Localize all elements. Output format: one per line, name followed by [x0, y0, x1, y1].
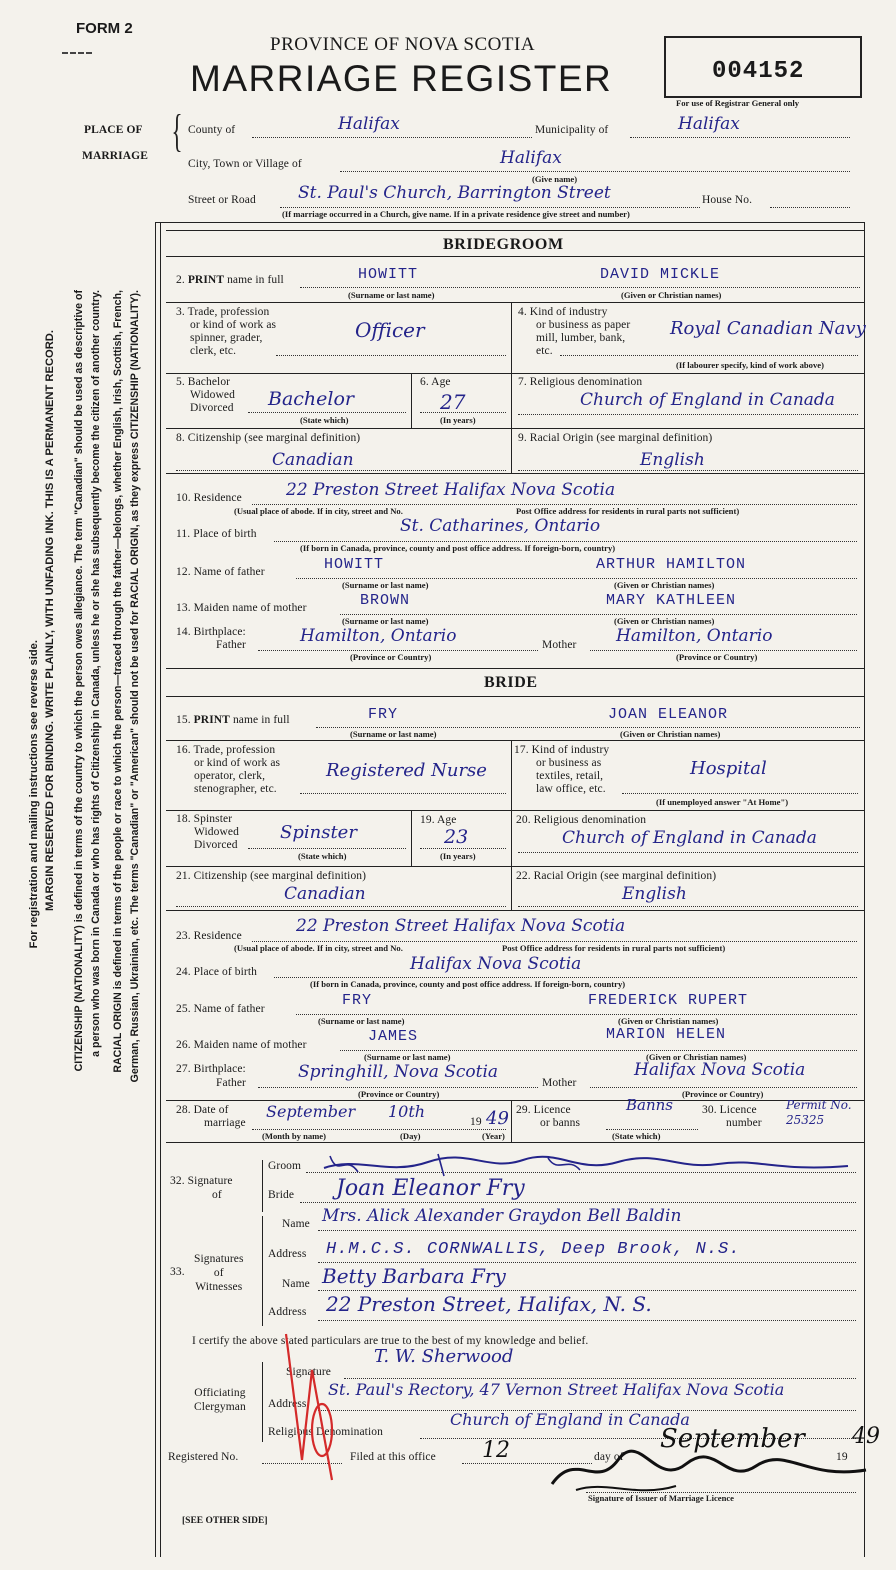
issuer-caption: Signature of Issuer of Marriage Licence: [588, 1493, 734, 1503]
margin-racial-def: RACIAL ORIGIN is defined in terms of the people or race to which the person—traced through the father—belongs, whether English, Irish, Scottish, French,: [112, 290, 124, 1073]
form-number: FORM 2: [76, 20, 133, 37]
place-brace: {: [171, 105, 183, 156]
officiating-label: Officiating Clergyman: [194, 1387, 246, 1413]
groom-birthplace-note: (If born in Canada, province, county and post office address. If foreign-born, country): [300, 543, 616, 553]
licence-value: Banns: [626, 1096, 673, 1114]
bride-industry-label: 17. Kind of industry or business as textiles, retail, law office, etc.: [514, 744, 610, 795]
groom-sig-label: Groom: [268, 1160, 302, 1172]
frame-left: [155, 222, 156, 1557]
groom-birthplace-label: 11. Place of birth: [176, 528, 257, 540]
clergy-address-label: Address: [268, 1398, 307, 1410]
form-title: MARRIAGE REGISTER: [190, 58, 613, 99]
bride-mother-surname: JAMES: [368, 1028, 419, 1045]
bride-industry-note: (If unemployed answer "At Home"): [656, 797, 789, 807]
margin-racial-def-2: German, Russian, Ukrainian, etc. The terms "Canadian" or "American" should not be used for RACIAL ORIGIN, as they express CITIZENSHIP (NATIONALITY).: [129, 290, 141, 1083]
municipality-label: Municipality of: [535, 124, 609, 136]
bride-mother-given-caption: (Given or Christian names): [646, 1052, 747, 1062]
house-label: House No.: [702, 194, 753, 206]
groom-bp-mother-caption: (Province or Country): [676, 652, 758, 662]
bride-bp-label: 27. Birthplace:: [176, 1063, 246, 1075]
bride-trade: Registered Nurse: [326, 760, 487, 781]
groom-birthplace: St. Catharines, Ontario: [400, 516, 601, 536]
groom-status-caption: (State which): [300, 415, 349, 425]
bride-age-label: 19. Age: [420, 814, 457, 826]
bride-bp-father-caption: (Province or Country): [358, 1089, 440, 1099]
bride-mother-label: 26. Maiden name of mother: [176, 1039, 307, 1051]
margin-binding-note: MARGIN RESERVED FOR BINDING. WRITE PLAINLY, WITH UNFADING INK. THIS IS A PERMANENT RECORD.: [44, 330, 56, 911]
marriage-month-caption: (Month by name): [262, 1131, 326, 1141]
groom-bp-label: 14. Birthplace:: [176, 626, 246, 638]
groom-name-label: 2. PRINT name in full: [176, 274, 284, 286]
groom-residence: 22 Preston Street Halifax Nova Scotia: [286, 480, 616, 500]
licence-number-label: 30. Licence number: [702, 1104, 762, 1129]
registrar-note: For use of Registrar General only: [676, 98, 800, 108]
frame-top: [155, 222, 865, 223]
place-label-2: MARRIAGE: [82, 150, 148, 162]
bride-age-caption: (In years): [440, 851, 476, 861]
licence-caption: (State which): [612, 1131, 661, 1141]
header-dash-mark: [62, 52, 92, 54]
witness1-name: Mrs. Alick Alexander Graydon Bell Baldin: [322, 1206, 682, 1226]
bride-citizenship-label: 21. Citizenship (see marginal definition): [176, 870, 367, 882]
filed-month: September: [660, 1424, 805, 1454]
groom-mother-surname-caption: (Surname or last name): [342, 616, 429, 626]
groom-father-surname: HOWITT: [324, 556, 385, 573]
bride-status-caption: (State which): [298, 851, 347, 861]
see-other-side: [SEE OTHER SIDE]: [182, 1516, 268, 1526]
witness2-address: 22 Preston Street, Halifax, N. S.: [326, 1292, 652, 1316]
groom-residence-label: 10. Residence: [176, 492, 242, 504]
marriage-month: September: [266, 1102, 356, 1121]
groom-religion-label: 7. Religious denomination: [518, 376, 643, 388]
city-label: City, Town or Village of: [188, 158, 302, 170]
bride-father-given: FREDERICK RUPERT: [588, 992, 749, 1009]
groom-status-label: 5. Bachelor Widowed Divorced: [176, 376, 235, 414]
bride-residence: 22 Preston Street Halifax Nova Scotia: [296, 916, 626, 936]
groom-citizenship-label: 8. Citizenship (see marginal definition): [176, 432, 361, 444]
county-value: Halifax: [338, 114, 400, 134]
bride-industry: Hospital: [690, 758, 767, 779]
groom-surname: HOWITT: [358, 266, 419, 283]
issuer-signature: [546, 1440, 876, 1500]
groom-father-given-caption: (Given or Christian names): [614, 580, 715, 590]
groom-age-caption: (In years): [440, 415, 476, 425]
groom-mother-given-caption: (Given or Christian names): [614, 616, 715, 626]
street-value: St. Paul's Church, Barrington Street: [298, 183, 611, 203]
witness1-address-label: Address: [268, 1248, 307, 1260]
bride-bp-mother-caption: (Province or Country): [682, 1089, 764, 1099]
bridegroom-heading: BRIDEGROOM: [443, 236, 564, 253]
groom-citizenship: Canadian: [272, 450, 354, 470]
witness2-name-label: Name: [282, 1278, 310, 1290]
groom-residence-note-a: (Usual place of abode. If in city, street and No.: [234, 506, 403, 516]
clergy-signature-label: Signature: [286, 1366, 331, 1378]
register-number: 004152: [712, 58, 805, 85]
bride-mother-given: MARION HELEN: [606, 1026, 727, 1043]
clergy-denomination-label: Religious Denomination: [268, 1426, 383, 1438]
clergy-address: St. Paul's Rectory, 47 Vernon Street Halifax Nova Scotia: [328, 1380, 785, 1399]
bride-father-surname: FRY: [342, 992, 373, 1009]
bride-heading: BRIDE: [484, 674, 538, 691]
bride-status: Spinster: [280, 822, 357, 843]
place-label-1: PLACE OF: [84, 124, 143, 136]
bride-birthplace-label: 24. Place of birth: [176, 966, 258, 978]
bride-trade-label: 16. Trade, profession or kind of work as operator, clerk, stenographer, etc.: [176, 744, 281, 795]
bride-residence-note-a: (Usual place of abode. If in city, street and No.: [234, 943, 403, 953]
filed-day: 12: [482, 1438, 510, 1463]
groom-bp-mother: Hamilton, Ontario: [616, 626, 773, 646]
bride-status-label: 18. Spinster Widowed Divorced: [176, 813, 239, 851]
groom-age-label: 6. Age: [420, 376, 451, 388]
witness2-name: Betty Barbara Fry: [322, 1264, 506, 1288]
bride-birthplace: Halifax Nova Scotia: [410, 954, 582, 974]
bride-father-label: 25. Name of father: [176, 1003, 265, 1015]
bride-mother-surname-caption: (Surname or last name): [364, 1052, 451, 1062]
groom-mother-surname: BROWN: [360, 592, 411, 609]
registered-no-label: Registered No.: [168, 1451, 239, 1463]
witness1-address: H.M.C.S. CORNWALLIS, Deep Brook, N.S.: [326, 1240, 741, 1259]
witness-label: Signatures of Witnesses: [194, 1253, 244, 1293]
groom-age: 27: [440, 390, 466, 414]
marriage-date-label: 28. Date of marriage: [176, 1104, 246, 1129]
groom-bp-father-caption: (Province or Country): [350, 652, 432, 662]
filed-label: Filed at this office: [350, 1451, 436, 1463]
street-label: Street or Road: [188, 194, 256, 206]
margin-instructions: For registration and mailing instructions see reverse side.: [28, 640, 40, 949]
bride-sig-label: Bride: [268, 1189, 295, 1201]
county-label: County of: [188, 124, 236, 136]
groom-religion: Church of England in Canada: [580, 390, 835, 410]
bride-bp-father-label: Father: [216, 1077, 246, 1089]
groom-mother-label: 13. Maiden name of mother: [176, 602, 307, 614]
red-registrar-mark: [272, 1330, 352, 1490]
groom-bp-father-label: Father: [216, 639, 246, 651]
bride-bp-father: Springhill, Nova Scotia: [298, 1062, 499, 1082]
groom-trade-label: 3. Trade, profession or kind of work as spinner, grader, clerk, etc.: [176, 306, 277, 357]
groom-bp-father: Hamilton, Ontario: [300, 626, 457, 646]
groom-residence-note-b: Post Office address for residents in rural parts not sufficient): [516, 506, 740, 516]
certify-statement: I certify the above stated particulars are true to the best of my knowledge and belief.: [192, 1335, 589, 1347]
witness1-name-label: Name: [282, 1218, 310, 1230]
groom-given-caption: (Given or Christian names): [621, 290, 722, 300]
bride-bp-mother: Halifax Nova Scotia: [634, 1060, 806, 1080]
give-name-caption: (Give name): [532, 174, 578, 184]
bride-father-surname-caption: (Surname or last name): [318, 1016, 405, 1026]
filed-day-of-label: day of: [594, 1451, 624, 1463]
marriage-year: 49: [486, 1108, 509, 1129]
licence-number: Permit No. 25325: [786, 1098, 852, 1127]
bride-birthplace-note: (If born in Canada, province, county and post office address. If foreign-born, country): [310, 979, 626, 989]
marriage-year-prefix: 19: [470, 1116, 482, 1128]
groom-father-surname-caption: (Surname or last name): [342, 580, 429, 590]
groom-industry: Royal Canadian Navy: [670, 318, 866, 339]
bride-given: JOAN ELEANOR: [608, 706, 729, 723]
groom-trade: Officer: [355, 318, 425, 342]
marriage-day: 10th: [388, 1102, 426, 1121]
witness-no: 33.: [170, 1266, 185, 1278]
clergy-signature: T. W. Sherwood: [374, 1346, 514, 1367]
licence-label: 29. Licence or banns: [516, 1104, 581, 1129]
margin-citizenship-def: CITIZENSHIP (NATIONALITY) is defined in terms of the country to which the person owes allegiance. The term "Canadian" should be used as descriptive of: [73, 290, 85, 1072]
margin-citizenship-def-2: a person who was born in Canada or who has rights of Citizenship in Canada, unless he or she has subsequently become the citizen of another country.: [90, 290, 102, 1057]
groom-industry-label: 4. Kind of industry or business as paper mill, lumber, bank, etc.: [518, 306, 631, 357]
frame-right: [864, 222, 865, 1557]
filed-year-prefix: 19: [836, 1451, 848, 1463]
groom-father-given: ARTHUR HAMILTON: [596, 556, 747, 573]
bride-religion: Church of England in Canada: [562, 828, 817, 848]
groom-industry-note: (If labourer specify, kind of work above): [676, 360, 824, 370]
bride-father-given-caption: (Given or Christian names): [618, 1016, 719, 1026]
bride-residence-label: 23. Residence: [176, 930, 242, 942]
city-value: Halifax: [500, 148, 562, 168]
municipality-value: Halifax: [678, 114, 740, 134]
groom-bp-mother-label: Mother: [542, 639, 577, 651]
bride-citizenship: Canadian: [284, 884, 366, 904]
groom-racial-label: 9. Racial Origin (see marginal definition): [518, 432, 713, 444]
witness2-address-label: Address: [268, 1306, 307, 1318]
street-note: (If marriage occurred in a Church, give name. If in a private residence give street and number): [282, 209, 630, 219]
groom-given: DAVID MICKLE: [600, 266, 721, 283]
marriage-year-caption: (Year): [482, 1131, 505, 1141]
groom-mother-given: MARY KATHLEEN: [606, 592, 737, 609]
bride-name-label: 15. PRINT name in full: [176, 714, 290, 726]
bride-racial: English: [622, 884, 687, 904]
groom-status: Bachelor: [268, 388, 355, 410]
bride-signature: Joan Eleanor Fry: [336, 1176, 525, 1201]
province-title: PROVINCE OF NOVA SCOTIA: [270, 34, 536, 55]
bride-given-caption: (Given or Christian names): [620, 729, 721, 739]
bride-residence-note-b: Post Office address for residents in rural parts not sufficient): [502, 943, 726, 953]
groom-father-label: 12. Name of father: [176, 566, 265, 578]
signature-label: 32. Signature of: [170, 1175, 233, 1201]
bride-age: 23: [444, 826, 469, 848]
groom-racial: English: [640, 450, 705, 470]
groom-surname-caption: (Surname or last name): [348, 290, 435, 300]
marriage-day-caption: (Day): [400, 1131, 421, 1141]
bride-surname-caption: (Surname or last name): [350, 729, 437, 739]
bride-surname: FRY: [368, 706, 399, 723]
bride-bp-mother-label: Mother: [542, 1077, 577, 1089]
bride-racial-label: 22. Racial Origin (see marginal definition): [516, 870, 717, 882]
filed-year: 49: [852, 1424, 880, 1449]
clergy-denomination: Church of England in Canada: [450, 1410, 690, 1429]
bride-religion-label: 20. Religious denomination: [516, 814, 647, 826]
